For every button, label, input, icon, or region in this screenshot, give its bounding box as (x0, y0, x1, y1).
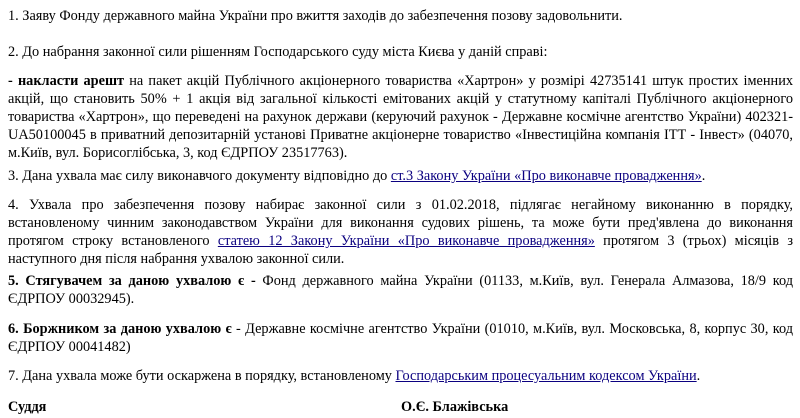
paragraph-4 (8, 196, 793, 268)
judge-label: Суддя (8, 399, 47, 415)
paragraph-7 (8, 367, 793, 385)
paragraph-3-end: . (701, 168, 706, 184)
paragraph-arrest (8, 72, 793, 162)
law-article-3-link[interactable]: ст.3 Закону України «Про виконавче провадження» (390, 168, 702, 184)
debtor-text: - Державне космічне агентство України (01010, м.Київ, вул. Московська, 8, корпус 30, код ЄДРПОУ 00041482) (8, 321, 793, 355)
paragraph-2-text: 2. До набрання законної сили рішенням Господарського суду міста Києва у даній справі: (8, 44, 548, 60)
law-article-12-link[interactable]: статею 12 Закону України «Про виконавче провадження» (217, 233, 595, 249)
paragraph-2 (8, 43, 793, 61)
paragraph-7-text: 7. Дана ухвала може бути оскаржена в порядку, встановленому (8, 368, 396, 384)
paragraph-3-text: 3. Дана ухвала має силу виконавчого документу відповідно до (8, 168, 391, 184)
paragraph-4-end: протягом 3 (трьох) місяців з наступного дня після набрання ухвалою законної сили. (8, 233, 793, 267)
judge-name: О.Є. Блажівська (401, 399, 509, 415)
claimant-label-bold: 5. Стягувачем за даною ухвалою є - (8, 273, 256, 289)
paragraph-1 (8, 7, 793, 25)
paragraph-1-text: 1. Заяву Фонду державного майна України про вжиття заходів до забезпечення позову задовольнити. (8, 8, 623, 24)
claimant-text: Фонд державного майна України (01133, м.Київ, вул. Генерала Алмазова, 18/9 код ЄДРПОУ 00032945). (8, 273, 793, 307)
paragraph-3 (8, 167, 793, 185)
arrest-text: на пакет акцій Публічного акціонерного товариства «Хартрон» у розмірі 42735141 штук простих іменних акцій, що становить 50% + 1 акція від загальної кількості емітованих акцій у статутному капіталі Публічного акціонерного товариства «Хартрон», що переведені на рахунок держави (керуючий рахунок - Державне космічне агентство України) 402321-UA50100045 в приватний депозитарній установі Приватне акціонерне товариство «Інвестиційна компанія ІТТ - Інвест» (04070, м.Київ, вул. Борисоглібська, 3, код ЄДРПОУ 23517763). (8, 73, 793, 161)
paragraph-7-end: . (696, 368, 701, 384)
procedural-code-link[interactable]: Господарським процесуальним кодексом України (395, 368, 697, 384)
paragraph-6 (8, 320, 793, 356)
paragraph-4-text: 4. Ухвала про забезпечення позову набирає законної сили з 01.02.2018, підлягає негайному виконанню в порядку, встановленому чинним законодавством України для виконання судових рішень, та може бути пред'явлена до виконання протягом строку встановленого (8, 197, 793, 249)
paragraph-5 (8, 272, 793, 308)
debtor-label-bold: 6. Боржником за даною ухвалою є (8, 321, 232, 337)
arrest-lead-bold: - накласти арешт (8, 73, 125, 89)
